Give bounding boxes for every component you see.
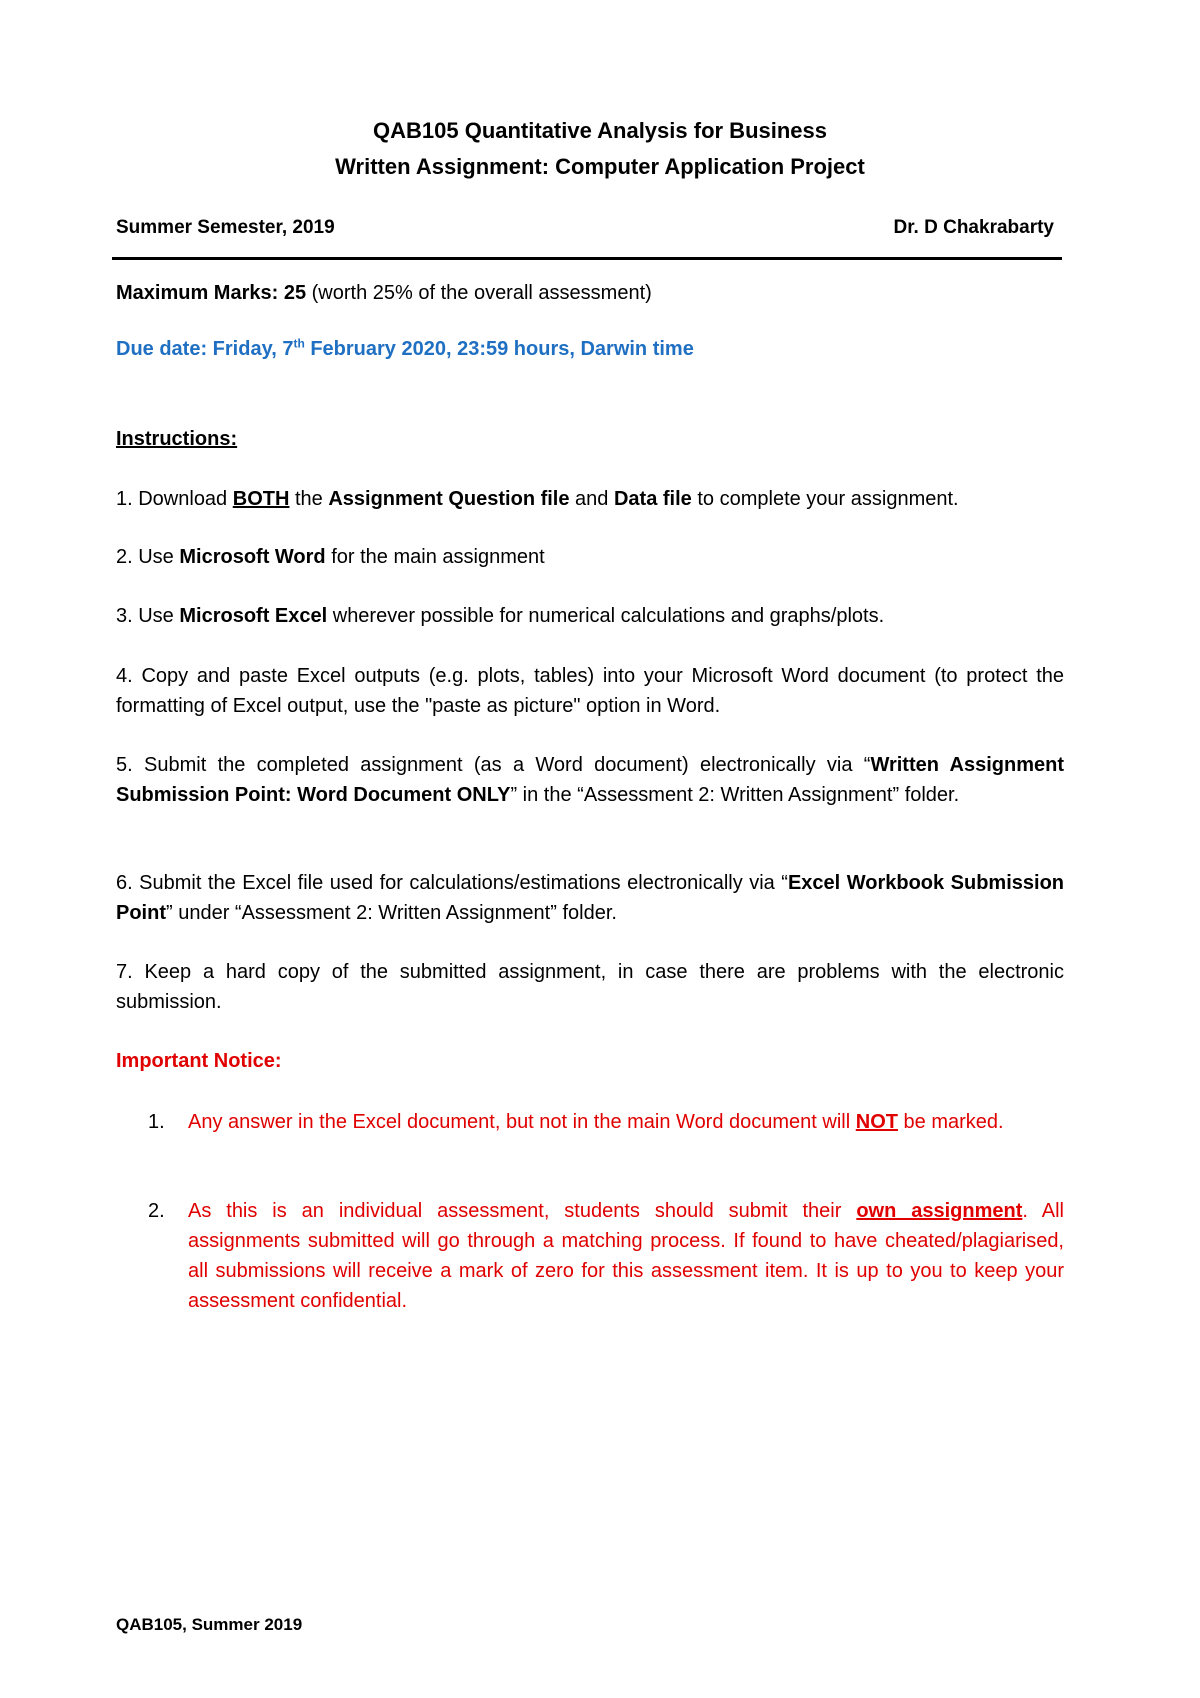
instruction-item-3 [116, 605, 884, 628]
i5-c: ” in the “Assessment 2: Written Assignment” folder. [510, 784, 960, 806]
i1-g: to complete your assignment. [691, 488, 959, 510]
header-divider [112, 257, 1062, 260]
i1-c: the [289, 488, 329, 510]
instruction-item-7: 7. Keep a hard copy of the submitted assignment, in case there are problems with the electronic submission. [116, 961, 1064, 1013]
n1-b: NOT [855, 1111, 898, 1133]
instructions-heading: Instructions: [116, 428, 238, 450]
n2-a: As this is an individual assessment, students should submit their [188, 1200, 857, 1222]
i6-c: ” under “Assessment 2: Written Assignment” folder. [166, 902, 617, 924]
notice-item-2-number: 2. [148, 1200, 165, 1222]
n1-a: Any answer in the Excel document, but not in the main Word document will [188, 1111, 856, 1133]
notice-item-1 [150, 1107, 1064, 1137]
author-label: Dr. D Chakrabarty [893, 217, 1054, 238]
i2-a: 2. Use [116, 546, 180, 568]
n2-b: own assignment [856, 1200, 1023, 1222]
i5-b: Written Assignment Submission Point: Word Document ONLY [116, 754, 1064, 806]
important-notice-heading: Important Notice: [116, 1050, 282, 1072]
max-marks-label: Maximum Marks: 25 [116, 282, 307, 304]
i3-a: 3. Use [116, 605, 180, 627]
i6-a: 6. Submit the Excel file used for calculations/estimations electronically via “ [116, 872, 788, 894]
instruction-item-5 [116, 750, 1064, 810]
notice-item-1-number: 1. [148, 1111, 165, 1133]
page-footer: QAB105, Summer 2019 [116, 1615, 303, 1634]
max-marks-detail: (worth 25% of the overall assessment) [306, 282, 652, 304]
i1-f: Data file [613, 488, 692, 510]
i1-a: 1. Download [116, 488, 233, 510]
due-date-prefix: Due date: Friday, 7 [116, 338, 294, 360]
instruction-item-4: 4. Copy and paste Excel outputs (e.g. plots, tables) into your Microsoft Word document (to protect the formatting of Excel output, use the "paste as picture" option in Word. [116, 665, 1064, 717]
instruction-item-1 [116, 488, 959, 511]
i3-b: Microsoft Excel [179, 605, 328, 627]
semester-label: Summer Semester, 2019 [116, 217, 335, 238]
i2-b: Microsoft Word [179, 546, 326, 568]
instruction-item-2 [116, 546, 545, 569]
i6-b: Excel Workbook Submission Point [116, 872, 1064, 924]
n2-c: . All assignments submitted will go through a matching process. If found to have cheated/plagiarised, all submissions will receive a mark of zero for this assessment item. It is up to you to keep your assessment confidential. [188, 1200, 1064, 1312]
i1-b: BOTH [232, 488, 290, 510]
i5-a: 5. Submit the completed assignment (as a Word document) electronically via “ [116, 754, 871, 776]
n1-c: be marked. [897, 1111, 1004, 1133]
i1-d: Assignment Question file [328, 488, 570, 510]
instruction-item-6 [116, 868, 1064, 928]
document-subtitle: Written Assignment: Computer Application Project [335, 154, 865, 179]
document-title: QAB105 Quantitative Analysis for Business [373, 118, 827, 143]
i2-c: for the main assignment [325, 546, 545, 568]
max-marks-line [116, 282, 652, 305]
due-date-sup: th [293, 336, 305, 351]
notice-item-2 [150, 1196, 1064, 1316]
due-date-suffix: February 2020, 23:59 hours, Darwin time [304, 338, 694, 360]
i3-c: wherever possible for numerical calculations and graphs/plots. [327, 605, 885, 627]
i1-e: and [569, 488, 614, 510]
due-date-line [116, 338, 694, 361]
